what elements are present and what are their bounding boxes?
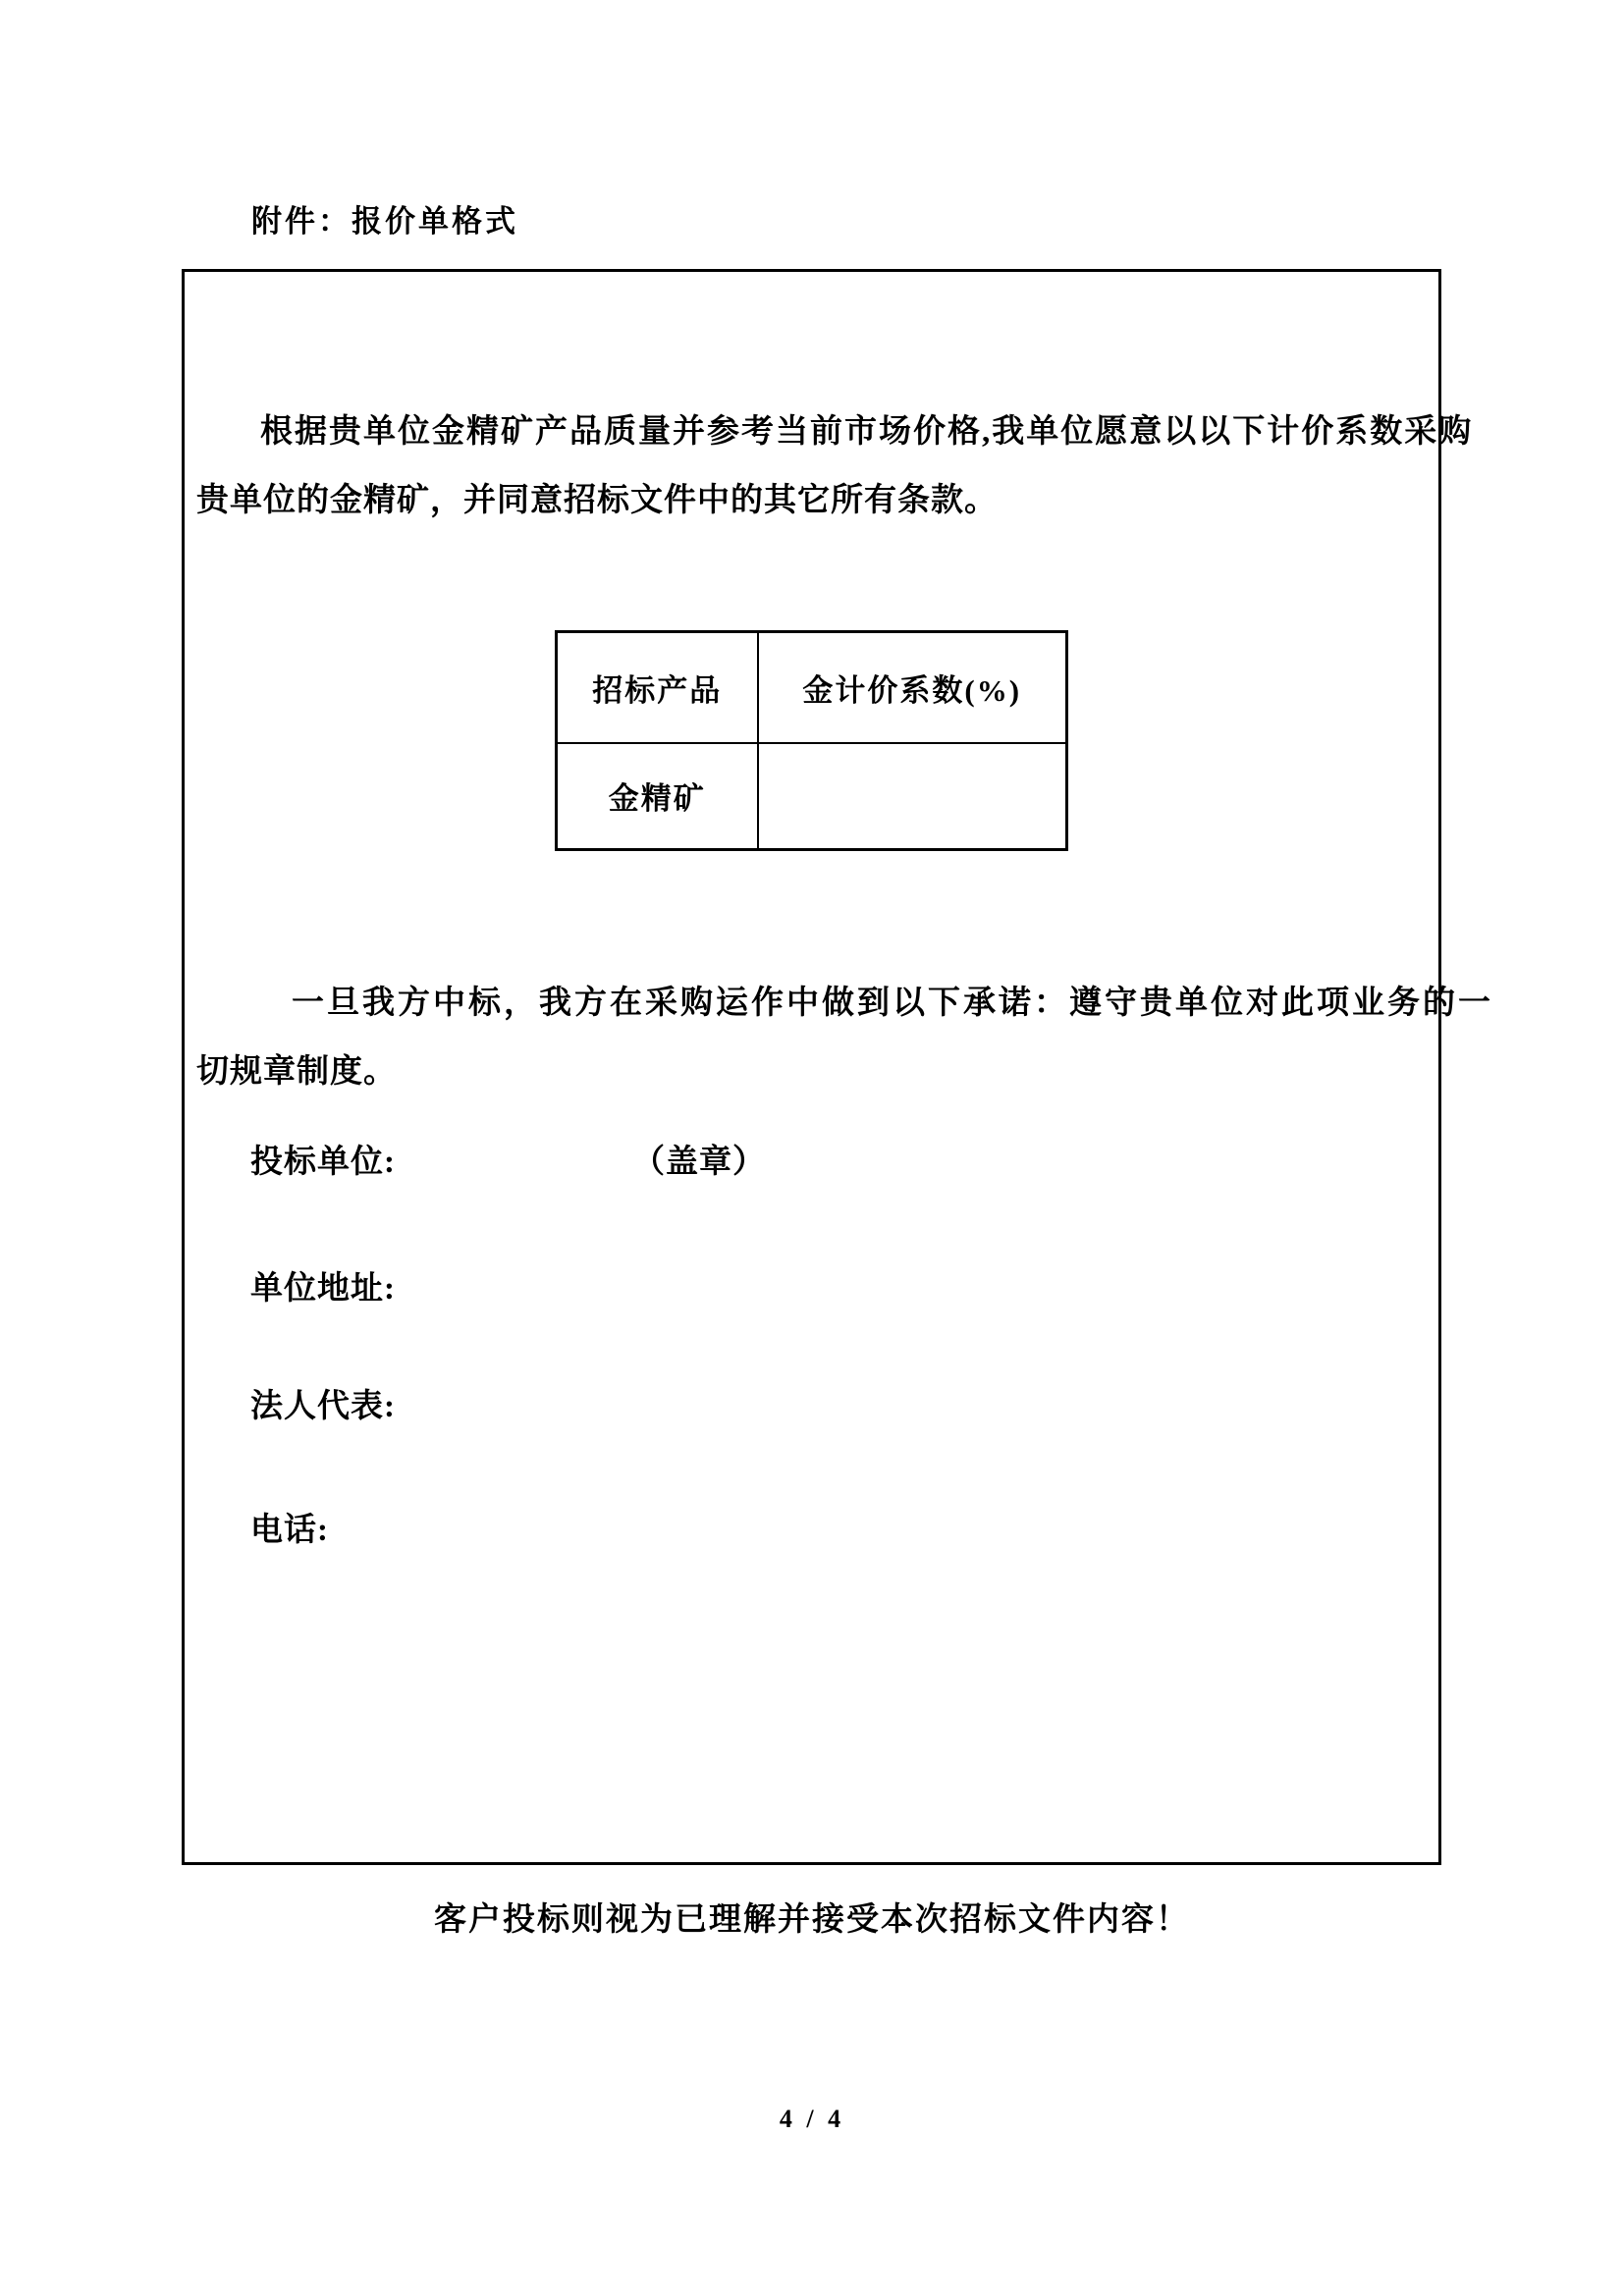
legal-rep-field-row <box>250 1380 396 1426</box>
coefficient-value-cell <box>758 743 1067 850</box>
bidder-label: 投标单位: <box>250 1145 396 1180</box>
quote-table <box>555 630 1068 851</box>
page-number: 4 / 4 <box>779 2105 845 2133</box>
intro-paragraph-line2: 贵单位的金精矿，并同意招标文件中的其它所有条款。 <box>196 483 998 518</box>
attachment-title: 附件：报价单格式 <box>251 204 518 239</box>
legal-rep-label: 法人代表: <box>250 1389 396 1424</box>
seal-label: （盖章） <box>632 1145 766 1180</box>
commitment-paragraph-line2: 切规章制度。 <box>196 1054 397 1090</box>
phone-field-row <box>250 1504 329 1550</box>
footer-note: 客户投标则视为已理解并接受本次招标文件内容！ <box>434 1902 1190 1938</box>
quote-table-header-row <box>557 632 1067 743</box>
quotation-form-box <box>182 269 1493 1865</box>
header-product-cell: 招标产品 <box>557 632 758 743</box>
address-field-row <box>250 1262 396 1308</box>
intro-paragraph-line1: 根据贵单位金精矿产品质量并参考当前市场价格,我单位愿意以以下计价系数采购 <box>260 414 1474 450</box>
intro-paragraph <box>196 398 1474 535</box>
phone-label: 电话: <box>250 1513 329 1548</box>
header-coefficient-cell: 金计价系数(%) <box>758 632 1067 743</box>
commitment-paragraph <box>196 969 1493 1106</box>
quote-table-data-row <box>557 743 1067 850</box>
address-label: 单位地址: <box>250 1271 396 1307</box>
commitment-paragraph-line1: 一旦我方中标，我方在采购运作中做到以下承诺：遵守贵单位对此项业务的一 <box>292 986 1493 1021</box>
product-name-cell: 金精矿 <box>557 743 758 850</box>
bidder-field-row <box>250 1136 766 1182</box>
